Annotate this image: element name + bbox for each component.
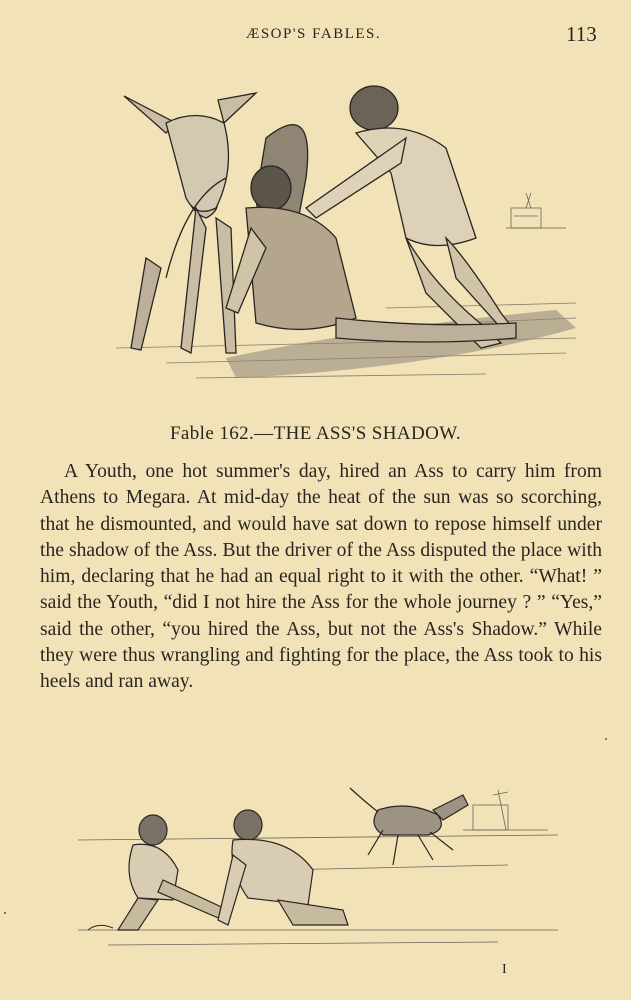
fighting-men-figure: [118, 810, 348, 930]
running-ass-figure: [350, 788, 468, 865]
page-speck: [605, 738, 607, 740]
printer-signature-mark: I: [502, 962, 507, 977]
fable-paragraph: A Youth, one hot summer's day, hired an Ass to carry him from Athens to Megara. At mid-day the heat of the sun was so scorching, that he dismounted, and would have sat down to repose himself under the shadow of the Ass. But the driver of the Ass disputed the place with him, declaring that he had an equal right to it with the other. “What! ” said the Youth, “did I not hire the Ass for the whole journey ? ” “Yes,” said the other, “you hired the Ass, but not the Ass's Shadow.” While they were thus wrangling and fighting for the place, the Ass took to his heels and ran away.: [40, 461, 602, 693]
youth-figure: [226, 166, 516, 342]
page-number: 113: [566, 22, 597, 46]
top-engraving-illustration: [106, 78, 586, 393]
running-head: ÆSOP'S FABLES.: [246, 26, 382, 42]
fable-body-text: [40, 459, 602, 696]
fable-title: Fable 162.—THE ASS'S SHADOW.: [169, 423, 462, 444]
bottom-engraving-illustration: [78, 780, 558, 960]
page-speck: [4, 912, 6, 914]
